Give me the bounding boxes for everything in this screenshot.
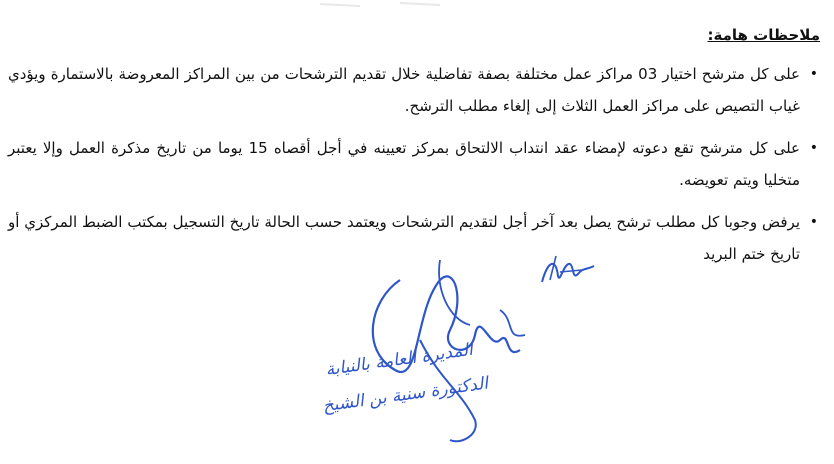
- bullet-icon: •: [809, 214, 818, 230]
- stamp-title: المديرة العامة بالنيابة: [324, 339, 475, 381]
- notes-heading: ملاحظات هامة:: [707, 26, 820, 44]
- bullet-icon: •: [809, 66, 818, 82]
- note-item: [8, 132, 820, 196]
- bullet-icon: •: [809, 140, 818, 156]
- note-text: على كل مترشح تقع دعوته لإمضاء عقد انتداب الالتحاق بمركز تعيينه في أجل أقصاه 15 يوما من تاريخ مذكرة العمل وإلا يعتبر متخليا ويتم تعويضه.: [8, 139, 800, 189]
- faint-scan-mark: [300, 0, 500, 10]
- stamp-name: الدكتورة سنية بن الشيخ: [321, 373, 490, 417]
- note-text: على كل مترشح اختيار 03 مراكز عمل مختلفة بصفة تفاضلية خلال تقديم الترشحات من بين المراكز المعروضة بالاستمارة ويؤدي غياب التصيص على مراكز العمل الثلاث إلى إلغاء مطلب الترشح.: [8, 65, 800, 115]
- note-text: يرفض وجوبا كل مطلب ترشح يصل بعد آخر أجل لتقديم الترشحات ويعتمد حسب الحالة تاريخ التسجيل بمكتب الضبط المركزي أو تاريخ ختم البريد: [8, 213, 800, 263]
- note-item: [8, 58, 820, 122]
